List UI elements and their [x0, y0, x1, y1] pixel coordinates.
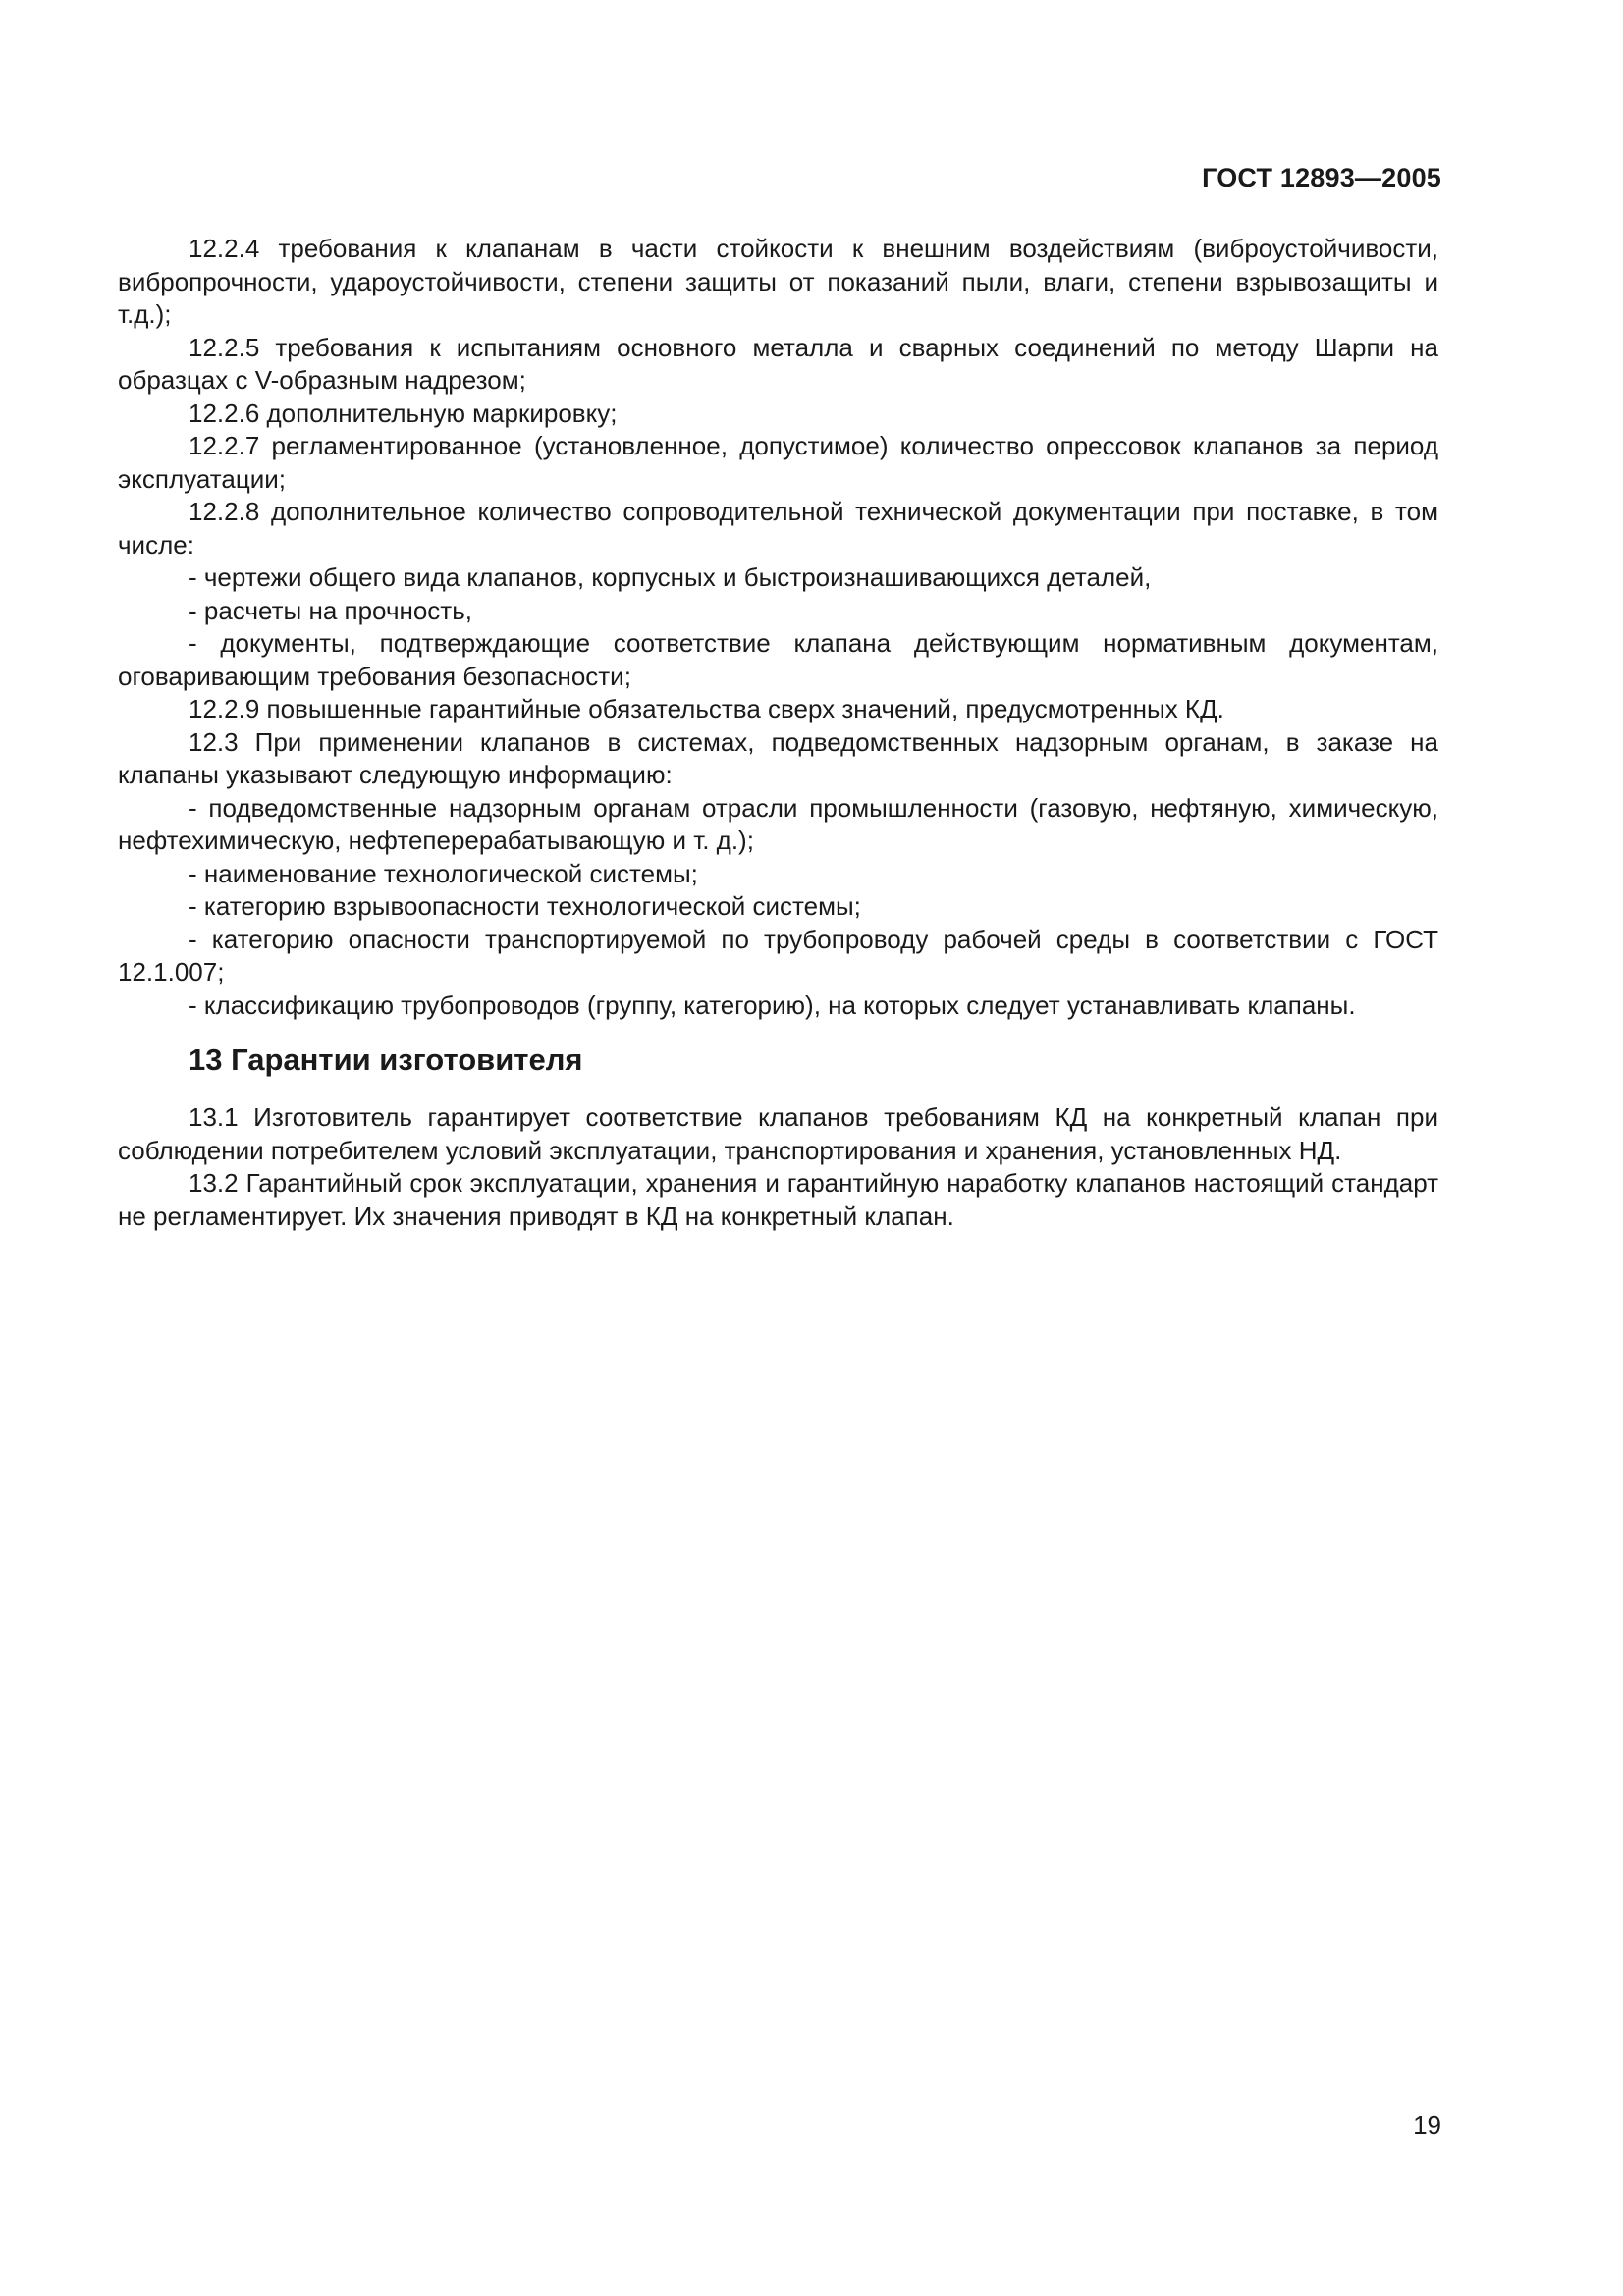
paragraph-12-2-7: 12.2.7 регламентированное (установленное, допустимое) количество опрессовок клапанов за период эксплуатации; [118, 431, 1438, 494]
paragraph-12-2-6: 12.2.6 дополнительную маркировку; [189, 398, 618, 428]
list-item-pipeline-classification: - классификацию трубопроводов (группу, категорию), на которых следует устанавливать клапаны. [189, 989, 1356, 1020]
list-item-strength-calc: - расчеты на прочность, [189, 595, 472, 625]
paragraph-12-2-8: 12.2.8 дополнительное количество сопроводительной технической документации при поставке, в том числе: [118, 497, 1438, 560]
list-item-drawings: - чертежи общего вида клапанов, корпусных и быстроизнашивающихся деталей, [189, 562, 1152, 592]
paragraph-12-2-5: 12.2.5 требования к испытаниям основного металла и сварных соединений по методу Шарпи на образцах с V-образным надрезом; [118, 332, 1438, 395]
list-item-system-name: - наименование технологической системы; [189, 858, 698, 888]
list-item-explosion-category: - категорию взрывоопасности технологической системы; [189, 891, 861, 921]
paragraph-13-2: 13.2 Гарантийный срок эксплуатации, хранения и гарантийную наработку клапанов настоящий стандарт не регламентирует. Их значения приводят в КД на конкретный клапан. [118, 1168, 1438, 1231]
paragraph-12-2-9: 12.2.9 повышенные гарантийные обязательства сверх значений, предусмотренных КД. [189, 694, 1224, 723]
list-item-compliance-docs: - документы, подтверждающие соответствие клапана действующим нормативным документам, оговаривающим требования безопасности; [118, 628, 1438, 691]
list-item-industries: - подведомственные надзорным органам отрасли промышленности (газовую, нефтяную, химическую, нефтехимическую, нефтеперерабатывающую и т. д.); [118, 792, 1438, 855]
document-body [118, 233, 1438, 1233]
page-number: 19 [1413, 2110, 1441, 2140]
document-standard-id: ГОСТ 12893—2005 [1202, 163, 1441, 192]
paragraph-13-1: 13.1 Изготовитель гарантирует соответствие клапанов требованиям КД на конкретный клапан при соблюдении потребителем условий эксплуатации, транспортирования и хранения, установленных НД. [118, 1102, 1438, 1165]
section-heading-13: 13 Гарантии изготовителя [189, 1042, 583, 1077]
paragraph-12-2-4: 12.2.4 требования к клапанам в части стойкости к внешним воздействиям (виброустойчивости, вибропрочности, удароустойчивости, степени защиты от показаний пыли, влаги, степени взрывозащиты и т.д.); [118, 234, 1438, 329]
list-item-hazard-category: - категорию опасности транспортируемой по трубопроводу рабочей среды в соответствии с ГОСТ 12.1.007; [118, 924, 1438, 987]
paragraph-12-3: 12.3 При применении клапанов в системах, подведомственных надзорным органам, в заказе на клапаны указывают следующую информацию: [118, 726, 1438, 789]
